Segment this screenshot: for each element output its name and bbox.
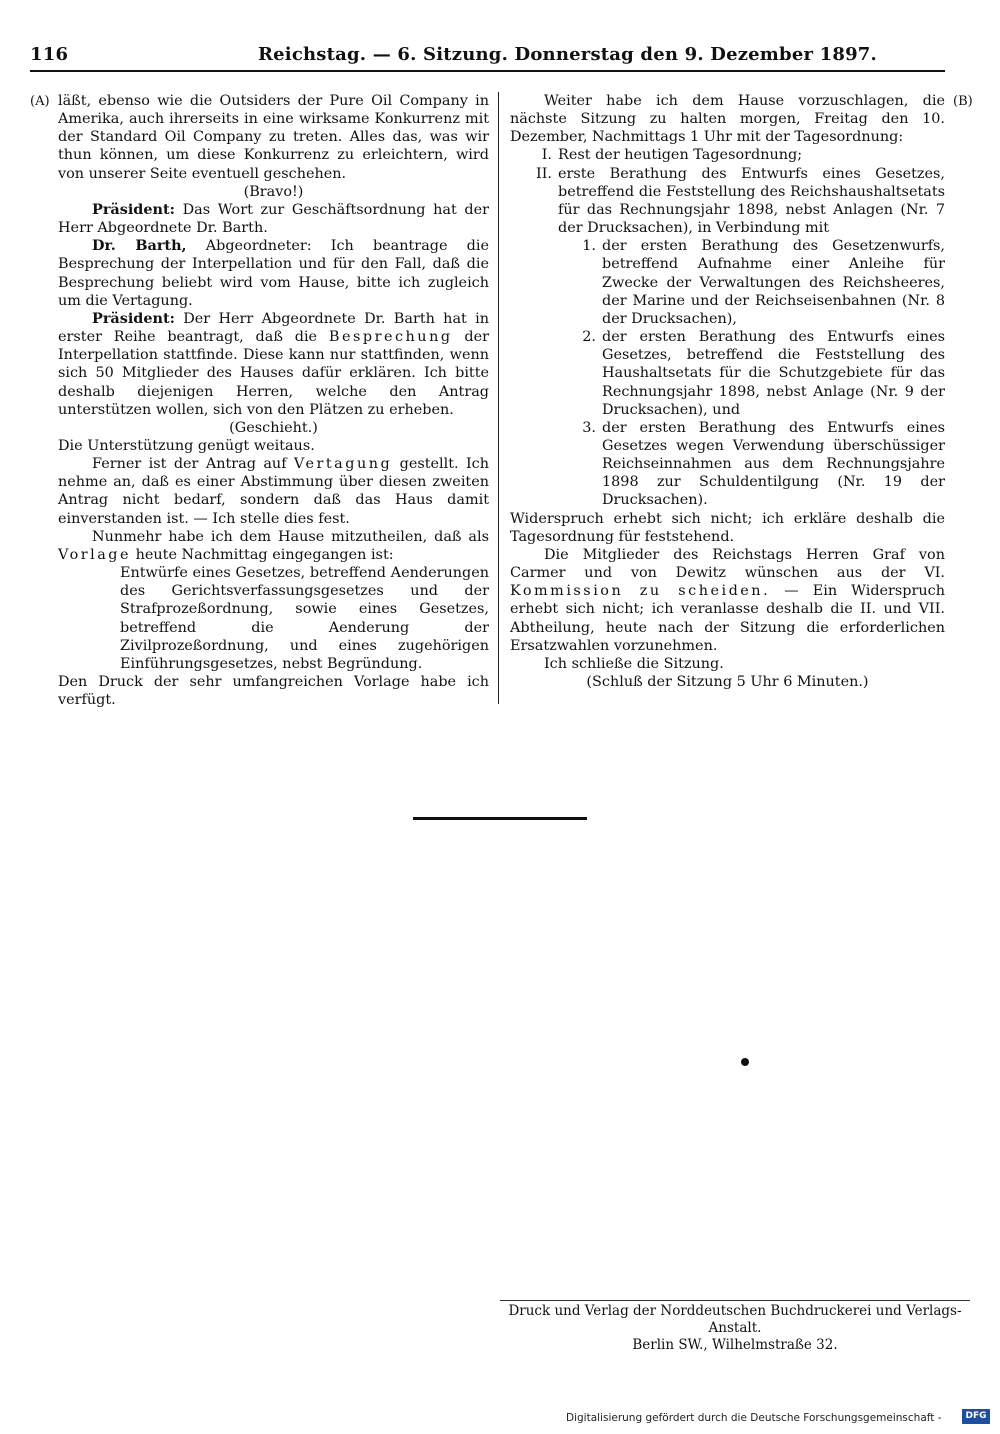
agenda-text [558, 165, 945, 510]
agenda-item [510, 146, 945, 164]
speaker-name: Präsident: [92, 200, 175, 218]
column-divider [498, 92, 499, 704]
speech-text: Die Mitglieder des Reichstags Herren Graf von Carmer und von Dewitz wünschen aus der VI. [510, 546, 945, 582]
speech-text: Nunmehr habe ich dem Hause mitzutheilen, daß als [92, 528, 489, 545]
imprint-line: Berlin SW., Wilhelmstraße 32. [632, 1337, 838, 1353]
printer-imprint [500, 1300, 970, 1354]
speech-text: gestellt. Ich nehme an, daß es einer Abstimmung über diesen zweiten Antrag nicht bedarf, sondern daß das Haus damit einverstanden ist. — Ich stelle dies fest. [58, 456, 490, 527]
right-column [510, 92, 945, 691]
subitem-text: der ersten Berathung des Gesetzenwurfs, betreffend Aufnahme einer Anleihe für Zwecke der Verwaltungen des Reichsheeres, der Marine und der Reichseisenbahnen (Nr. 8 der Drucksachen), [602, 238, 945, 327]
left-column [58, 92, 489, 709]
page-number: 116 [30, 44, 69, 65]
end-rule [413, 817, 587, 820]
paragraph [58, 528, 489, 564]
paragraph: Weiter habe ich dem Hause vorzuschlagen, die nächste Sitzung zu halten morgen, Freitag den 10. Dezember, Nachmittags 1 Uhr mit der Tagesordnung: [510, 93, 945, 146]
paragraph: läßt, ebenso wie die Outsiders der Pure Oil Company in Amerika, auch ihrerseits in eine wirksame Konkurrenz mit der Standard Oil Company zu treten. Alles das, was wir thun können, um diese Konkurrenz zu erleichtern, wird von unserer Seite eventuell geschehen. [58, 93, 489, 182]
paragraph: Ich schließe die Sitzung. [544, 655, 724, 672]
agenda-text: Rest der heutigen Tagesordnung; [558, 147, 803, 164]
paragraph: Die Unterstützung genügt weitaus. [58, 437, 315, 454]
agenda-subitem [558, 237, 945, 328]
speech-text: der Interpellation stattfinde. Diese kann nur stattfinden, wenn sich 50 Mitglieder des Hauses dafür erklären. Ich bitte deshalb diejenigen Herren, welche den Antrag unterstützen wollen, sich von den Plätzen zu erheben. [58, 329, 489, 418]
interjection: (Geschieht.) [229, 419, 318, 436]
imprint-line: Druck und Verlag der Norddeutschen Buchdruckerei und Verlags-Anstalt. [500, 1300, 970, 1337]
session-close-note: (Schluß der Sitzung 5 Uhr 6 Minuten.) [586, 674, 869, 690]
agenda-item [510, 165, 945, 510]
speaker-name: Präsident: [92, 309, 175, 327]
paragraph [58, 237, 489, 310]
bill-description: Entwürfe eines Gesetzes, betreffend Aenderungen des Gerichtsverfassungsgesetzes und der Strafprozeßordnung, sowie eines Gesetzes, betreffend die Aenderung der Zivilprozeßordnung, und eines zugehörigen Einführungsgesetzes, nebst Begründung. [120, 565, 489, 672]
speech-text: Das Wort zur Geschäftsordnung hat der Herr Abgeordnete Dr. Barth. [58, 201, 489, 237]
agenda-text-body: erste Berathung des Entwurfs eines Gesetzes, betreffend die Feststellung des Reichshaushaltsetats für das Rechnungsjahr 1898, nebst Anlagen (Nr. 7 der Drucksachen), in Verbindung mit [558, 165, 945, 237]
spaced-emphasis: Kommission zu scheiden. [510, 583, 771, 600]
speaker-name: Dr. Barth, [92, 237, 187, 255]
running-title: Reichstag. — 6. Sitzung. Donnerstag den 9. Dezember 1897. [258, 44, 877, 65]
speech-text: heute Nachmittag eingegangen ist: [131, 546, 394, 563]
agenda-subitem [558, 328, 945, 419]
paragraph [510, 546, 945, 655]
speech-text: Abgeordneter: Ich beantrage die Besprechung der Interpellation und für den Fall, daß die Besprechung beliebt wird vom Hause, bitte ich zugleich um die Vertagung. [58, 238, 489, 309]
paragraph [58, 201, 489, 237]
subitem-number: 1. [582, 238, 596, 255]
digitization-note: Digitalisierung gefördert durch die Deutsche Forschungsgemeinschaft - [566, 1412, 942, 1424]
margin-marker-a: (A) [30, 94, 50, 109]
subitem-number: 3. [582, 419, 596, 436]
agenda-number: II. [536, 165, 552, 182]
paragraph: Widerspruch erhebt sich nicht; ich erkläre deshalb die Tagesordnung für feststehend. [510, 510, 945, 545]
spaced-emphasis: Besprechung [328, 329, 453, 346]
dfg-logo: DFG [962, 1409, 990, 1424]
page-header [30, 44, 945, 72]
speech-text: Der Herr Abgeordnete Dr. Barth hat in erster Reihe beantragt, daß die [58, 310, 489, 346]
paragraph: Den Druck der sehr umfangreichen Vorlage habe ich verfügt. [58, 674, 489, 709]
interjection: (Bravo!) [243, 183, 304, 200]
speech-text: Ferner ist der Antrag auf [92, 456, 294, 473]
paragraph [58, 455, 489, 528]
ink-dot [741, 1058, 749, 1066]
subitem-text: der ersten Berathung des Entwurfs eines Gesetzes, betreffend die Feststellung des Haushaltsetats für die Schutzgebiete für das Rechnungsjahr 1898, nebst Anlage (Nr. 9 der Drucksachen), und [602, 329, 945, 418]
subitem-text: der ersten Berathung des Entwurfs eines Gesetzes wegen Verwendung überschüssiger Reichseinnahmen aus dem Rechnungsjahre 1898 zur Schuldentilgung (Nr. 19 der Drucksachen). [602, 419, 945, 509]
subitem-number: 2. [582, 329, 596, 346]
agenda-number: I. [541, 147, 552, 164]
spaced-emphasis: Vorlage [58, 546, 132, 563]
agenda-subitem [558, 419, 945, 510]
speech-text: — Ein Widerspruch erhebt sich nicht; ich veranlasse deshalb die II. und VII. Abtheilung, heute nach der Sitzung die erforderlichen Ersatzwahlen vorzunehmen. [510, 583, 945, 654]
paragraph [58, 310, 489, 419]
margin-marker-b: (B) [953, 94, 973, 109]
spaced-emphasis: Vertagung [293, 456, 393, 473]
